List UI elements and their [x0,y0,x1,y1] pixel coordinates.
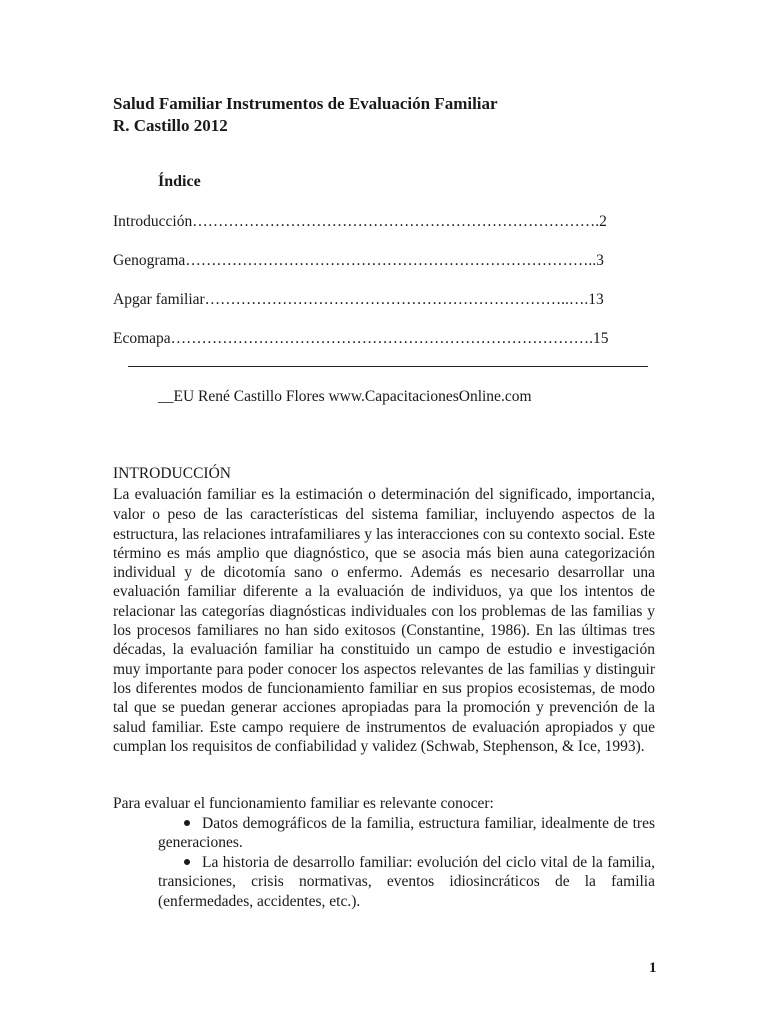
page-number: 1 [649,960,657,976]
toc-entry-ecomapa[interactable] [113,329,609,350]
toc-page: 15 [593,330,609,347]
author-website-line: __EU René Castillo Flores www.CapacitacionesOnline.com [158,388,532,405]
bullet-text: La historia de desarrollo familiar: evolución del ciclo vital de la familia, transiciones, crisis normativas, eventos idiosincráticos de la familia (enfermedades, accidentes, etc.). [158,854,655,910]
toc-label: Apgar familiar [113,291,205,308]
toc-page: 3 [596,252,604,269]
bullet-dot-icon [184,820,190,826]
toc-label: Ecomapa [113,330,171,347]
toc-entry-apgar-familiar[interactable] [113,290,604,311]
index-heading: Índice [158,173,201,190]
document-author-year: R. Castillo 2012 [113,116,228,135]
intro-paragraph-text: La evaluación familiar es la estimación o determinación del significado, importancia, valor o peso de las características del sistema familiar, incluyendo aspectos de la estructura, las relaciones intrafamiliares y las interacciones con su contexto social. Este término es más amplio que diagnóstico, que se asocia más bien auna categorización individual y de dicotomía sano o enfermo. Además es necesario desarrollar una evaluación familiar diferente a la evaluación de individuos, ya que los intentos de relacionar las categorías diagnósticas individuales con los problemas de las familias y los procesos familiares no han sido exitosos (Constantine, 1986). En las últimas tres décadas, la evaluación familiar ha constituido un campo de estudio e investigación muy importante para poder conocer los aspectos relevantes de las familias y distinguir los diferentes modos de funcionamiento familiar en sus propios ecosistemas, de modo tal que se puedan generar acciones apropiadas para la promoción y prevención de la salud familiar. Este campo requiere de instrumentos de evaluación apropiados y que cumplan los requisitos de confiabilidad y validez (Schwab, Stephenson, & Ice, 1993). [113,486,655,755]
toc-entry-genograma[interactable] [113,251,604,272]
section-heading [113,464,231,485]
separator-rule [128,366,648,367]
toc-label: Introducción [113,213,193,230]
toc-label: Genograma [113,252,186,269]
toc-page: 13 [588,291,604,308]
lead-in-line [113,794,494,815]
toc-leader-dots: …………………………………………………………………….. [185,252,597,269]
toc-leader-dots: ……………………………………………………………………. [192,213,600,230]
bullet-text: Datos demográficos de la familia, estructura familiar, idealmente de tres generaciones. [158,815,655,852]
toc-entry-introduccion[interactable] [113,212,607,233]
toc-page: 2 [599,213,607,230]
intro-paragraph [113,485,655,756]
bullet-dot-icon [184,859,190,865]
toc-leader-dots: ……………………………………………………………..…. [204,291,589,308]
bullet-item [158,814,655,853]
toc-leader-dots: ………………………………………………………………………. [170,330,594,347]
document-title: Salud Familiar Instrumentos de Evaluación Familiar [113,94,498,113]
lead-in-text: Para evaluar el funcionamiento familiar es relevante conocer: [113,795,494,812]
section-heading-text: INTRODUCCIÓN [113,465,231,482]
bullet-item [158,853,655,911]
